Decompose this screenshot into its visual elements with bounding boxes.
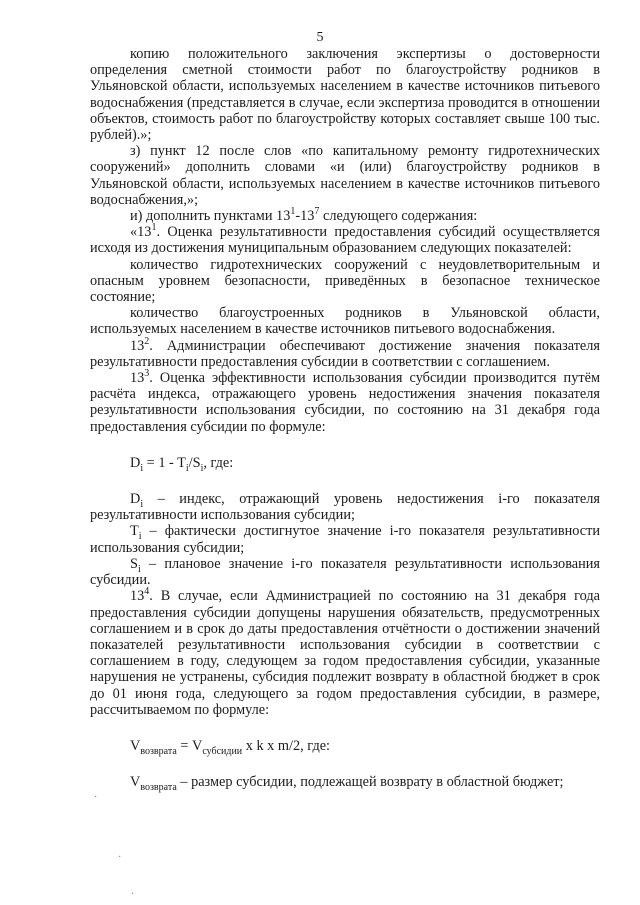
- paragraph-13-3: $13^3$. Оценка эффективности использования субсидии производится путём расчёта индекса, отражающего уровень недостижения значения показателя результативности использования субсидии, по состоянию на 31 декабря года предоставления субсидии по формуле:: [90, 368, 600, 435]
- paragraph-13-4: $13^4$. В случае, если Администрацией по состоянию на 31 декабря года предоставления субсидии допущены нарушения обязательств, предусмотренных соглашением и в срок до даты предоставления отчётности о достижении значений показателей результативности использования субсидии в соответствии с соглашением в году, следующем за годом предоставления субсидии, указанные нарушения не устранены, субсидия подлежит возврату в областной бюджет в срок до 01 июня года, следующего за годом предоставления субсидии, в размере, рассчитываемом по формуле:: [90, 586, 600, 718]
- paragraph-item-i: и) дополнить пунктами $13^1-13^7$ следующего содержания:: [130, 206, 478, 225]
- scan-speck: ·: [94, 792, 98, 803]
- paragraph-indicator-springs: количество благоустроенных родников в Ульяновской области, используемых населением в качестве источников питьевого водоснабжения.: [90, 305, 600, 338]
- definition-v: $V_{возврата}$ – размер субсидии, подлежащей возврату в областной бюджет;: [130, 774, 564, 793]
- paragraph-expertise-copy: копию положительного заключения экспертизы о достоверности определения сметной стоимости работ по благоустройству родников в Ульяновской области, используемых населением в качестве источников питьевого водоснабжения (представляется в случае, если экспертиза проводится в отношении объектов, стоимость работ по благоустройству которых составляет свыше 100 тыс. рублей).»;: [90, 46, 600, 144]
- document-body: [90, 46, 600, 793]
- formula-return: $V_{возврата} = V_{субсидии}$ x k x m/2, где:: [130, 737, 331, 757]
- scan-speck: ·: [118, 852, 122, 863]
- paragraph-item-z: з) пункт 12 после слов «по капитальному ремонту гидротехнических сооружений» дополнить словами «и (или) благоустройству родников в Ульяновской области, используемых населением в качестве источников питьевого водоснабжения,»;: [90, 143, 600, 208]
- definition-d: $D_i$ – индекс, отражающий уровень недостижения i-го показателя результативности использования субсидии;: [90, 491, 600, 524]
- formula-index: $D_i = 1 - T_i/S_i$, где:: [130, 454, 234, 474]
- paragraph-13-1: «$13^1$. Оценка результативности предоставления субсидий осуществляется исходя из достижения муниципальным образованием следующих показателей:: [90, 222, 600, 257]
- definition-t: $T_i$ – фактически достигнутое значение i-го показателя результативности использования субсидии;: [90, 523, 600, 556]
- definition-s: $S_i$ – плановое значение i-го показателя результативности использования субсидии.: [90, 555, 600, 589]
- scan-speck: ·: [131, 889, 135, 900]
- paragraph-13-2: $13^2$. Администрации обеспечивают достижение значения показателя результативности предоставления субсидии в соответствии с соглашением.: [90, 335, 600, 370]
- paragraph-indicator-hydro: количество гидротехнических сооружений с неудовлетворительным и опасным уровнем безопасности, приведённых в безопасное техническое состояние;: [90, 256, 600, 306]
- page-number: 5: [316, 30, 324, 45]
